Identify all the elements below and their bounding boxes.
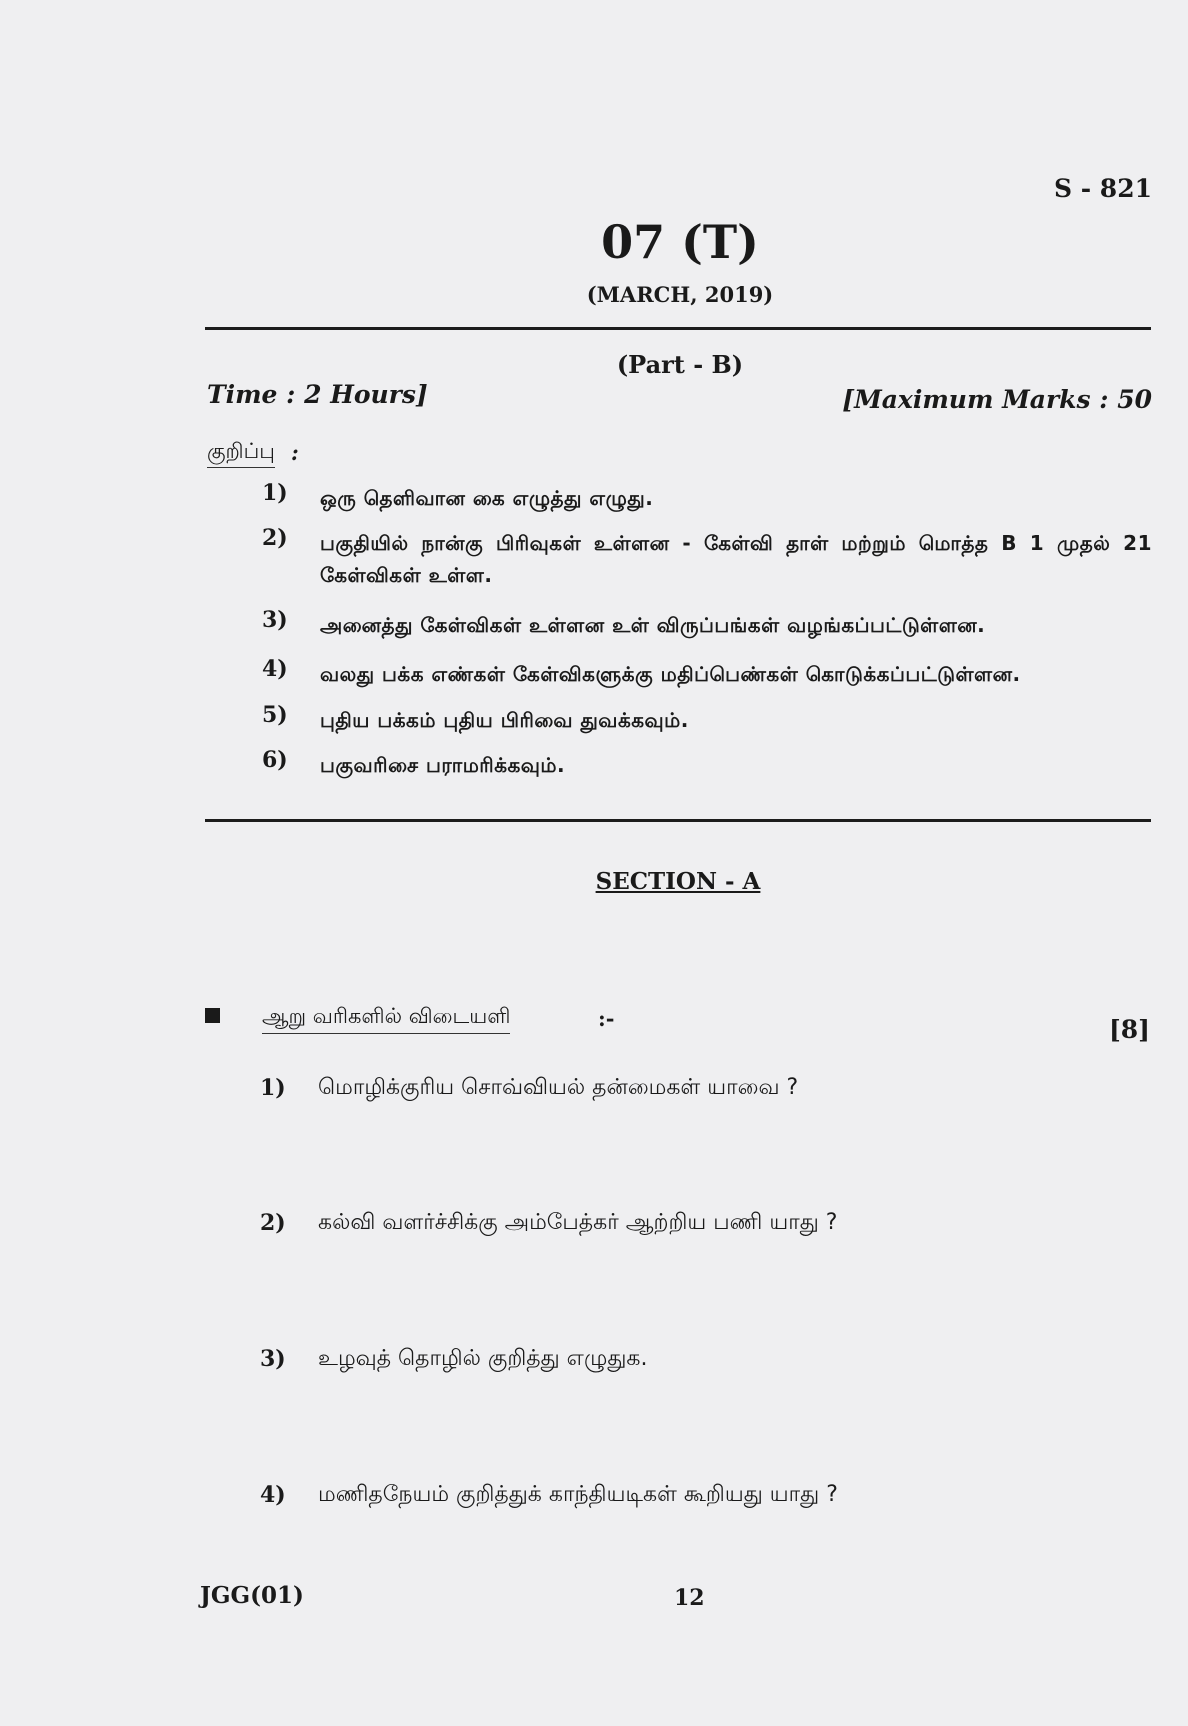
- top-divider: [205, 327, 1151, 330]
- note-number: 1): [262, 480, 288, 506]
- note-number: 5): [262, 702, 288, 728]
- note-number: 4): [262, 656, 288, 682]
- note-text: பகுதியில் நான்கு பிரிவுகள் உள்ளன - கேள்வி தாள் மற்றும் மொத்த B 1 முதல் 21 கேள்விகள் உள்ள.: [320, 531, 1152, 587]
- question-text: மணிதநேயம் குறித்துக் காந்தியடிகள் கூறியது யாது ?: [318, 1482, 838, 1507]
- paper-code: S - 821: [1053, 174, 1152, 203]
- note-text: வலது பக்க எண்கள் கேள்விகளுக்கு மதிப்பெண்கள் கொடுக்கப்பட்டுள்ளன.: [320, 662, 1021, 686]
- middle-divider: [205, 819, 1151, 822]
- section-marks: [8]: [1108, 1015, 1150, 1044]
- note-text: புதிய பக்கம் புதிய பிரிவை துவக்கவும்.: [320, 708, 689, 732]
- section-instruction: ஆறு வரிகளில் விடையளி: [262, 1004, 510, 1034]
- question-number: 4): [260, 1482, 286, 1508]
- section-instruction-suffix: :-: [598, 1006, 615, 1031]
- notes-colon: :: [291, 440, 299, 465]
- exam-date: (MARCH, 2019): [586, 282, 774, 307]
- note-number: 6): [262, 747, 288, 773]
- note-text: அனைத்து கேள்விகள் உள்ளன உள் விருப்பங்கள் வழங்கப்பட்டுள்ளன.: [320, 613, 986, 637]
- notes-label: குறிப்பு: [207, 439, 275, 468]
- part-label: (Part - B): [616, 350, 744, 379]
- footer-code: JGG(01): [200, 1582, 304, 1609]
- note-number: 2): [262, 525, 288, 551]
- note-number: 3): [262, 607, 288, 633]
- question-number: 1): [260, 1075, 286, 1101]
- question-number: 3): [260, 1346, 286, 1372]
- maximum-marks: [Maximum Marks : 50: [842, 385, 1152, 414]
- question-text: உழவுத் தொழில் குறித்து எழுதுக.: [318, 1346, 648, 1371]
- note-text: ஒரு தெளிவான கை எழுத்து எழுது.: [320, 486, 654, 510]
- note-text: பகுவரிசை பராமரிக்கவும்.: [320, 753, 566, 777]
- question-text: கல்வி வளர்ச்சிக்கு அம்பேத்கர் ஆற்றிய பணி யாது ?: [318, 1210, 838, 1235]
- section-title: SECTION - A: [595, 868, 761, 895]
- paper-title: 07 (T): [601, 215, 759, 269]
- question-number: 2): [260, 1210, 286, 1236]
- square-bullet-icon: [205, 1008, 220, 1023]
- time-allowed: Time : 2 Hours]: [207, 380, 428, 409]
- question-text: மொழிக்குரிய சொவ்வியல் தன்மைகள் யாவை ?: [318, 1075, 799, 1100]
- page-number: 12: [674, 1585, 705, 1611]
